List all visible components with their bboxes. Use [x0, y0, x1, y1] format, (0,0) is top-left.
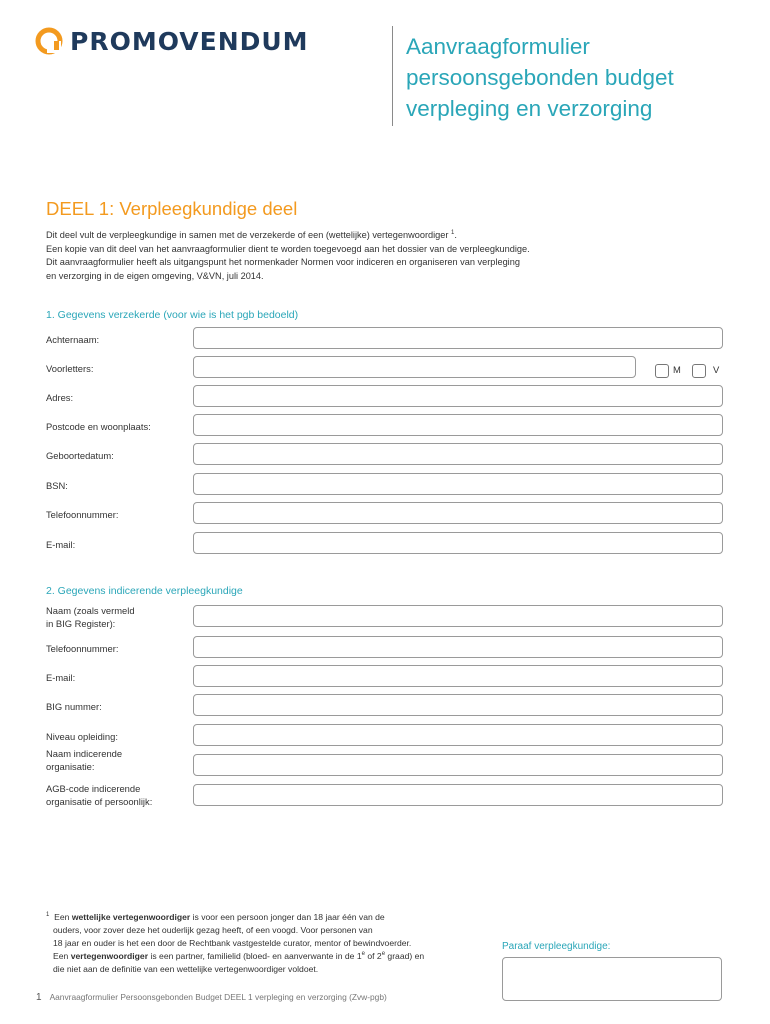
section2-title: 2. Gegevens indicerende verpleegkundige	[46, 585, 243, 597]
label-geboortedatum: Geboortedatum:	[46, 450, 114, 461]
niveau-opleiding-input[interactable]	[193, 724, 723, 746]
footer-text: Aanvraagformulier Persoonsgebonden Budget DEEL 1 verpleging en verzorging (Zvw-pgb)	[49, 992, 387, 1002]
label-bsn: BSN:	[46, 480, 68, 491]
label-naam-organisatie: Naam indicerende organisatie:	[46, 748, 123, 772]
label-agb-code: AGB-code indicerende organisatie of persoonlijk:	[46, 783, 153, 807]
gender-v-checkbox[interactable]	[692, 364, 706, 378]
label-niveau-opleiding: Niveau opleiding:	[46, 731, 118, 742]
label-achternaam: Achternaam:	[46, 334, 100, 345]
intro-line-4: en verzorging in de eigen omgeving, V&VN, juli 2014.	[46, 270, 264, 281]
title-line-3: verpleging en verzorging	[406, 96, 653, 121]
bsn-input[interactable]	[193, 473, 723, 495]
paraaf-signature-box[interactable]	[502, 957, 722, 1001]
label-email: E-mail:	[46, 539, 76, 550]
gender-m-checkbox[interactable]	[655, 364, 669, 378]
gender-v-label: V	[713, 364, 720, 375]
email-2-input[interactable]	[193, 665, 723, 687]
email-input[interactable]	[193, 532, 723, 554]
big-nummer-input[interactable]	[193, 694, 723, 716]
footnote-line-3: 18 jaar en ouder is het een door de Rechtbank vastgestelde curator, mentor of bewindvoerder.	[53, 938, 412, 948]
header-divider	[392, 26, 393, 126]
postcode-woonplaats-input[interactable]	[193, 414, 723, 436]
footnote-line-1: $^1$ Een wettelijke vertegenwoordiger is voor een persoon jonger dan 18 jaar één van de	[46, 912, 385, 922]
section1-title: 1. Gegevens verzekerde (voor wie is het pgb bedoeld)	[46, 309, 299, 321]
label-telefoonnummer-2: Telefoonnummer:	[46, 643, 119, 654]
intro-line-3: Dit aanvraagformulier heeft als uitgangspunt het normenkader Normen voor indiceren en organiseren van verpleging	[46, 257, 520, 267]
label-voorletters: Voorletters:	[46, 363, 94, 374]
title-line-2: persoonsgebonden budget	[406, 65, 674, 90]
telefoonnummer-input[interactable]	[193, 502, 723, 524]
naam-big-input[interactable]	[193, 605, 723, 627]
footnote	[46, 911, 486, 976]
paraaf-label: Paraaf verpleegkundige:	[502, 941, 611, 952]
label-adres: Adres:	[46, 392, 74, 403]
intro-text	[46, 229, 646, 283]
voorletters-input[interactable]	[193, 356, 636, 378]
telefoonnummer-2-input[interactable]	[193, 636, 723, 658]
achternaam-input[interactable]	[193, 327, 723, 349]
page-footer	[36, 992, 387, 1003]
document-title	[406, 31, 756, 124]
footnote-line-4: Een vertegenwoordiger is een partner, familielid (bloed- en aanverwante in de 1e of 2e graad) en	[53, 951, 425, 961]
agb-code-input[interactable]	[193, 784, 723, 806]
promovendum-logo-icon	[34, 26, 64, 56]
label-email-2: E-mail:	[46, 672, 76, 683]
intro-line-2: Een kopie van dit deel van het aanvraagformulier dient te worden toegevoegd aan het dossier van de verpleegkundige.	[46, 243, 530, 254]
label-naam-big: Naam (zoals vermeld in BIG Register):	[46, 605, 135, 629]
intro-line-1: Dit deel vult de verpleegkundige in samen met de verzekerde of een (wettelijke) vertegenwoordiger $^1$.	[46, 229, 457, 240]
label-postcode-woonplaats: Postcode en woonplaats:	[46, 421, 151, 432]
gender-m-label: M	[673, 364, 681, 375]
label-telefoonnummer: Telefoonnummer:	[46, 509, 119, 520]
footnote-line-2: ouders, voor zover deze het ouderlijk gezag heeft, of een voogd. Voor personen van	[53, 925, 373, 935]
page-number: 1	[36, 992, 42, 1003]
logo-text: PROMOVENDUM	[70, 26, 309, 56]
geboortedatum-input[interactable]	[193, 443, 723, 465]
part-title: DEEL 1: Verpleegkundige deel	[46, 198, 298, 219]
promovendum-logo	[34, 26, 309, 56]
adres-input[interactable]	[193, 385, 723, 407]
title-line-1: Aanvraagformulier	[406, 34, 590, 59]
footnote-line-5: die niet aan de definitie van een wettelijke vertegenwoordiger voldoet.	[53, 964, 319, 974]
naam-organisatie-input[interactable]	[193, 754, 723, 776]
label-big-nummer: BIG nummer:	[46, 701, 102, 712]
